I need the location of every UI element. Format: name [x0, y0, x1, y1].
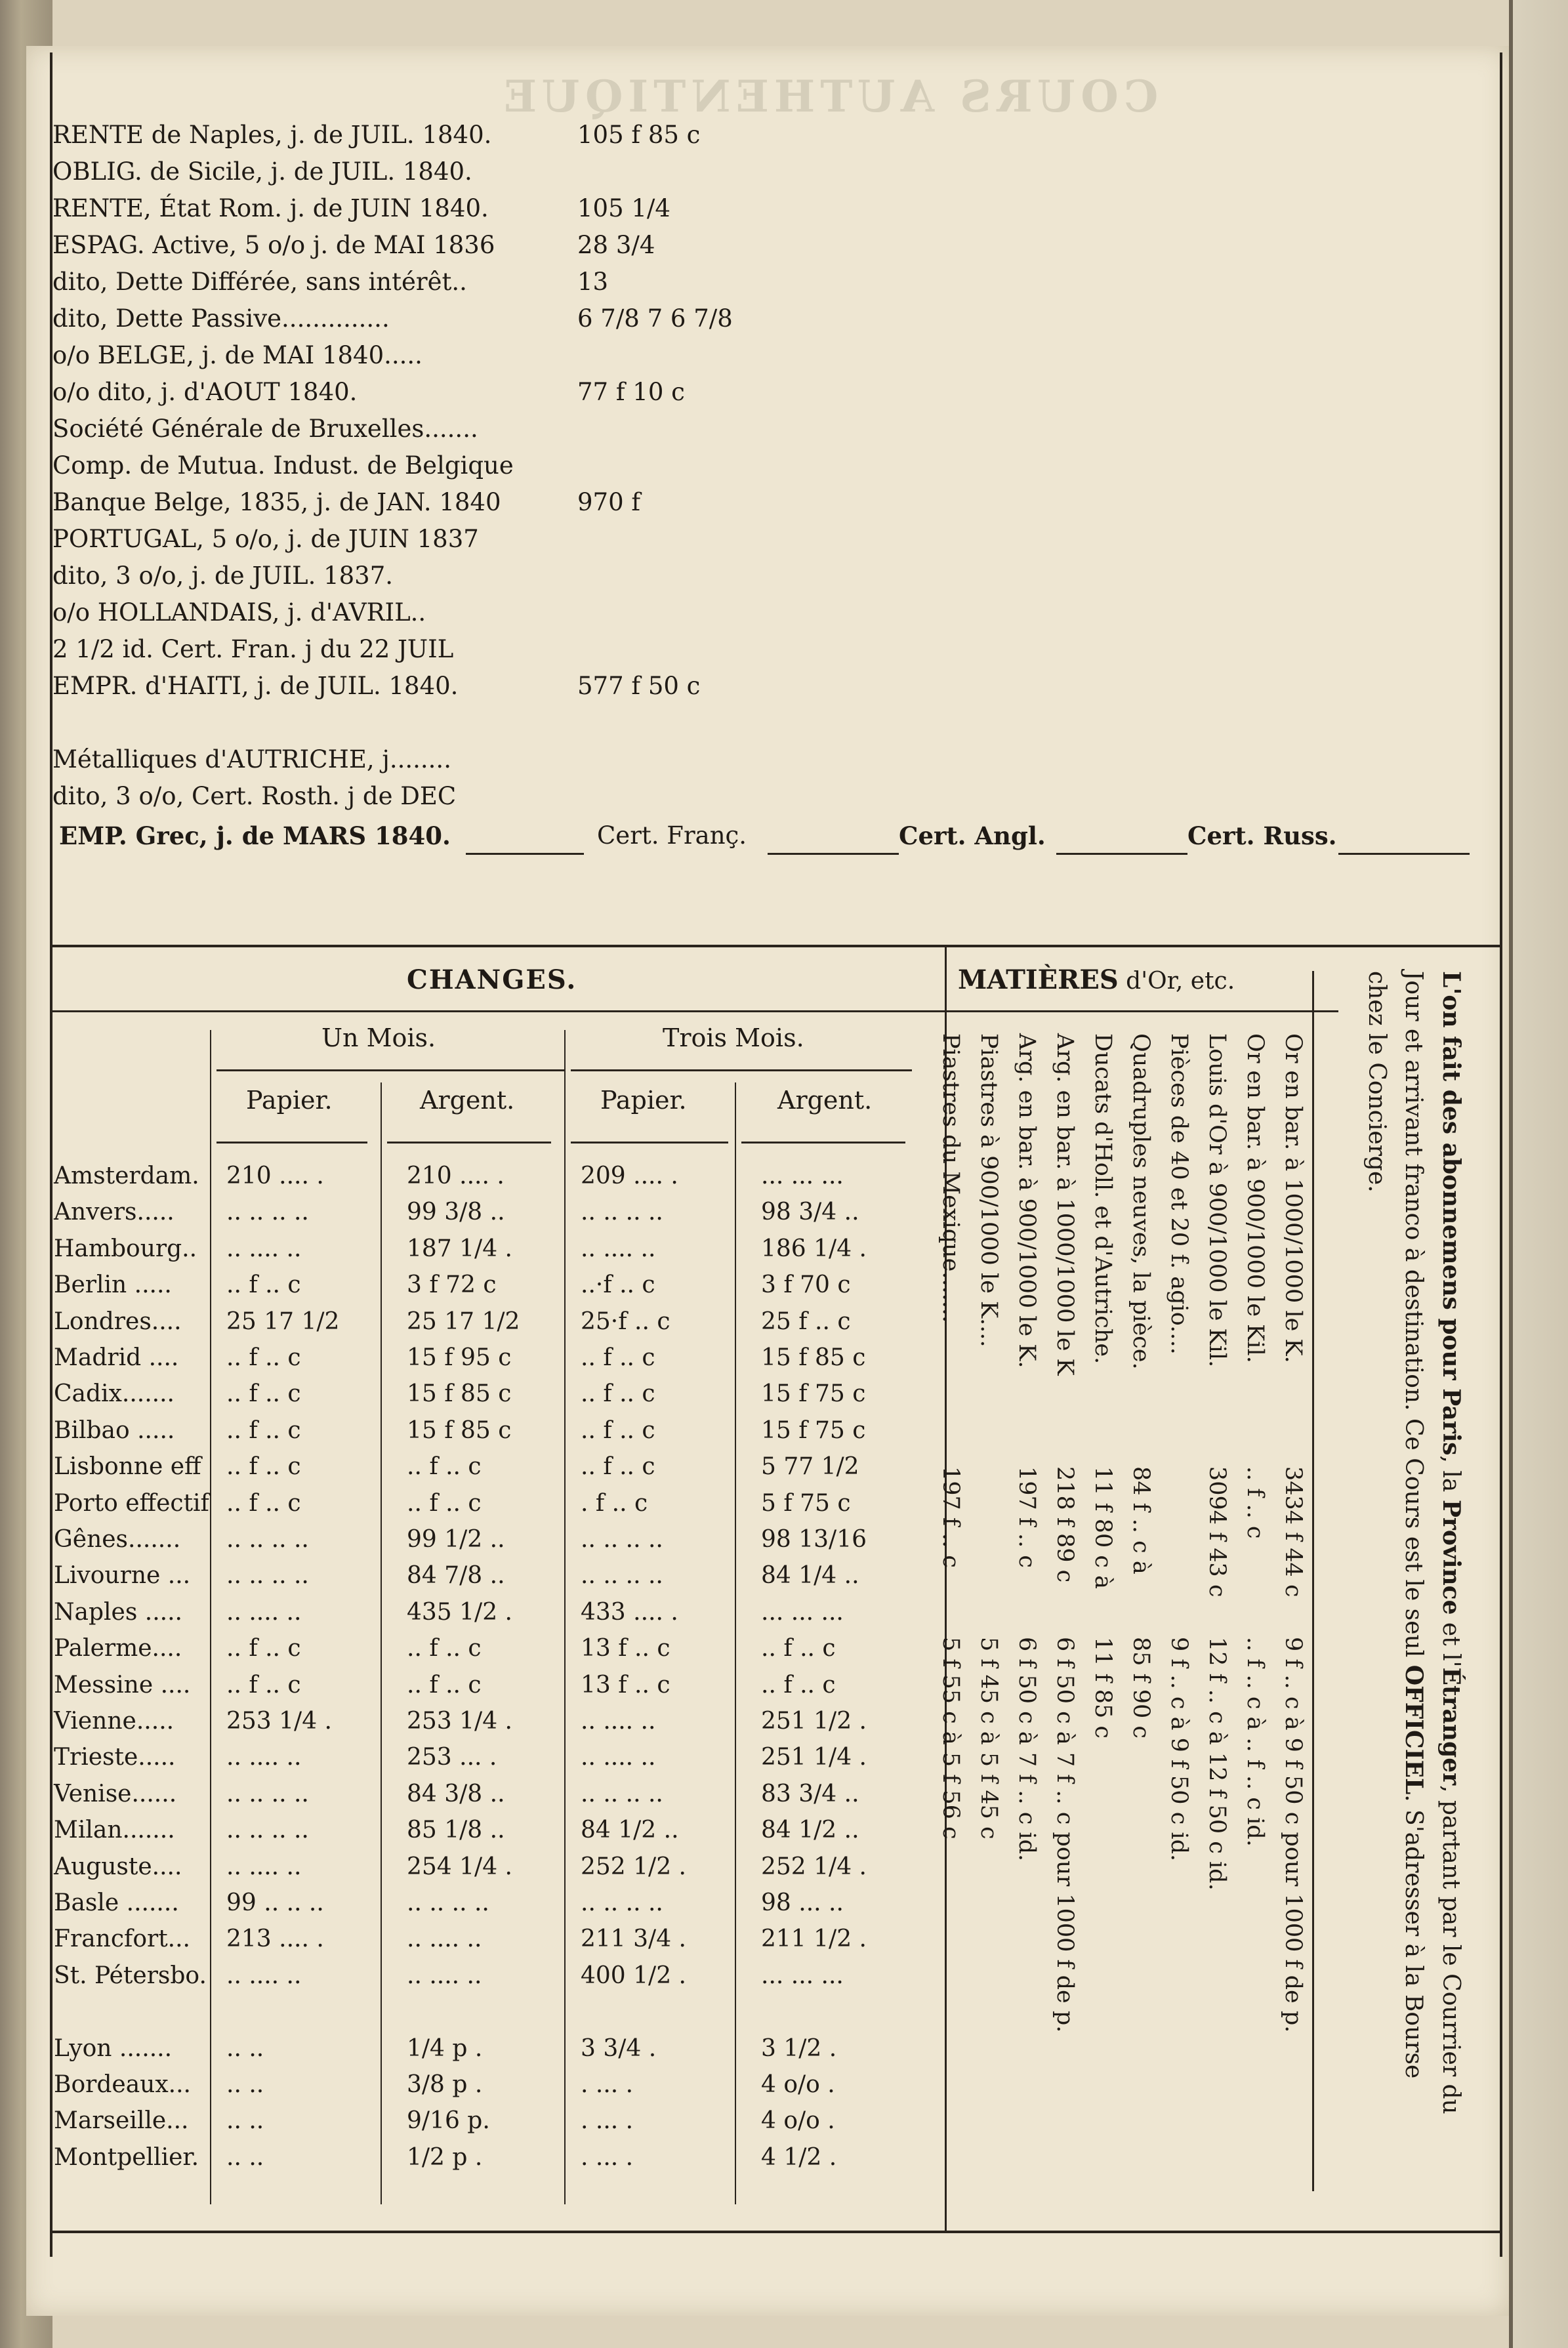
changes-rate: 99 .. .. ..	[226, 1889, 324, 1916]
changes-rate: 98 3/4 ..	[761, 1199, 859, 1226]
changes-rate: 1/4 p .	[407, 2034, 483, 2062]
notice-line-3: chez le Concierge.	[1363, 971, 1390, 1193]
changes-city: Gênes.......	[54, 1526, 181, 1553]
changes-rate: .. .... ..	[407, 1926, 482, 1953]
changes-rate: .. f .. c	[226, 1416, 301, 1444]
changes-row	[0, 2103, 932, 2139]
changes-city: Milan.......	[54, 1817, 175, 1844]
changes-row	[0, 1194, 932, 1230]
notice-divider	[1312, 971, 1314, 2191]
notice-text: Province	[1437, 1499, 1465, 1615]
notice-text: et l'	[1437, 1615, 1464, 1668]
changes-city: Londres....	[54, 1308, 182, 1335]
changes-city: Lisbonne eff	[54, 1453, 201, 1481]
un-mois-header: Un Mois.	[321, 1023, 436, 1052]
cert-blank	[768, 853, 899, 855]
changes-row	[0, 1958, 932, 1994]
changes-rate: .. .. .. ..	[581, 1562, 663, 1590]
matieres-row	[932, 1033, 970, 2188]
matieres-row	[1160, 1033, 1198, 2188]
bourse-row	[46, 190, 1489, 227]
bourse-row	[46, 558, 1489, 594]
notice-line-1	[1432, 971, 1470, 2191]
changes-rate: 210 .... .	[407, 1163, 505, 1189]
bourse-row	[46, 521, 1489, 558]
changes-row	[0, 1485, 932, 1521]
changes-rate: 99 3/8 ..	[407, 1199, 505, 1226]
bourse-label: dito, Dette Différée, sans intérêt..	[52, 268, 467, 296]
changes-rate: 252 1/4 .	[761, 1853, 867, 1880]
changes-row	[0, 2139, 932, 2175]
changes-rate: 211 3/4 .	[581, 1926, 686, 1953]
matieres-value: 11 f 85 c	[1090, 1637, 1116, 1739]
notice-text: L'on fait des abonnemens pour	[1437, 971, 1465, 1389]
matieres-value: 6 f 50 c à 7 f .. c id.	[1014, 1637, 1040, 1862]
matieres-value: 6 f 50 c à 7 f .. c pour 1000 f de p.	[1052, 1637, 1078, 2033]
changes-rule	[52, 1010, 945, 1012]
trois-mois-header: Trois Mois.	[663, 1023, 804, 1052]
changes-rate: 98 ... ..	[761, 1889, 844, 1916]
bleed-through-title: COURS AUTHENTIQUE	[499, 71, 1159, 122]
changes-city: Anvers.....	[54, 1199, 175, 1226]
changes-row	[0, 1412, 932, 1449]
matieres-title	[958, 964, 1235, 995]
changes-rate: 83 3/4 ..	[761, 1780, 859, 1807]
changes-row	[0, 1304, 932, 1340]
bourse-row	[46, 705, 1489, 741]
matieres-value: 3094 f 43 c	[1204, 1466, 1230, 1597]
changes-rate: 9/16 p.	[407, 2107, 490, 2135]
changes-rate: .. f .. c	[226, 1635, 301, 1662]
changes-rate: .. .... ..	[226, 1235, 302, 1262]
changes-rate: 253 1/4 .	[226, 1708, 332, 1735]
changes-rate: . ... .	[581, 2143, 634, 2171]
matieres-row	[1084, 1033, 1122, 2188]
changes-rate: 15 f 85 c	[761, 1344, 866, 1371]
matieres-title-bold: MATIÈRES	[958, 964, 1119, 995]
notice-text: OFFICIEL	[1400, 1664, 1428, 1795]
changes-row	[0, 1158, 932, 1194]
changes-city: Lyon .......	[54, 2034, 173, 2062]
changes-city: Livourne ...	[54, 1562, 191, 1590]
cert-blank	[466, 853, 584, 855]
matieres-value: 84 f .. c à	[1128, 1466, 1154, 1575]
bourse-value: 970 f	[577, 488, 641, 516]
changes-row	[0, 1703, 932, 1739]
changes-rate: .. f .. c	[226, 1453, 301, 1481]
changes-rate: 3 3/4 .	[581, 2034, 657, 2062]
changes-rate: ... ... ...	[761, 1962, 844, 1989]
bourse-row	[46, 117, 1489, 154]
bourse-label: Comp. de Mutua. Indust. de Belgique	[52, 451, 514, 480]
changes-city: Bilbao .....	[54, 1416, 175, 1444]
changes-rate: .. f .. c	[226, 1271, 301, 1299]
changes-city: Basle .......	[54, 1889, 179, 1916]
changes-rate: . ... .	[581, 2107, 634, 2135]
bourse-row	[46, 374, 1489, 411]
changes-rate: 15 f 75 c	[761, 1416, 866, 1444]
changes-rate: ... ... ...	[761, 1598, 844, 1626]
bourse-value: 105 f 85 c	[577, 121, 701, 149]
bourse-label: RENTE de Naples, j. de JUIL. 1840.	[52, 121, 492, 149]
bourse-row	[46, 337, 1489, 374]
changes-rate: 5 f 75 c	[761, 1489, 851, 1517]
changes-rate: 85 1/8 ..	[407, 1817, 505, 1844]
changes-rate: 84 7/8 ..	[407, 1562, 505, 1590]
bourse-row	[46, 594, 1489, 631]
changes-rate: .. f .. c	[581, 1380, 655, 1408]
changes-row	[0, 1340, 932, 1376]
bourse-label: 2 1/2 id. Cert. Fran. j du 22 JUIL	[52, 635, 454, 663]
changes-rate: 15 f 85 c	[407, 1416, 512, 1444]
bourse-label: dito, 3 o/o, j. de JUIL. 1837.	[52, 562, 394, 590]
changes-rate: 13 f .. c	[581, 1635, 671, 1662]
argent-header-1: Argent.	[420, 1086, 515, 1115]
matieres-label: Or en bar. à 1000/1000 le K.	[1280, 1033, 1306, 1363]
changes-city: Trieste.....	[54, 1744, 176, 1771]
changes-title: CHANGES.	[407, 964, 577, 995]
changes-city: Berlin .....	[54, 1271, 172, 1299]
changes-row	[0, 1994, 932, 2030]
matieres-value: 11 f 80 c à	[1090, 1466, 1116, 1589]
changes-rate: 15 f 95 c	[407, 1344, 512, 1371]
changes-rate: . ... .	[581, 2071, 634, 2098]
notice-line-2	[1395, 971, 1432, 2191]
bourse-listing	[46, 117, 1489, 815]
changes-city: Messine ....	[54, 1671, 191, 1699]
matieres-label: Piastres à 900/1000 le K....	[976, 1033, 1002, 1348]
changes-rate: .. ..	[226, 2071, 264, 2098]
changes-rate: 251 1/4 .	[761, 1744, 867, 1771]
changes-city: Cadix.......	[54, 1380, 175, 1408]
matieres-row	[1236, 1033, 1274, 2188]
changes-rate: 25 f .. c	[761, 1308, 851, 1335]
changes-row	[0, 1885, 932, 1921]
changes-rate: .. .. .. ..	[407, 1889, 489, 1916]
changes-rate: .. f .. c	[581, 1453, 655, 1481]
frame-bottom	[52, 2231, 1502, 2233]
changes-city: Vienne.....	[54, 1708, 175, 1735]
matieres-label: Arg. en bar. à 900/1000 le K.	[1014, 1033, 1040, 1369]
matieres-row	[1046, 1033, 1084, 2188]
notice-text: , la	[1437, 1455, 1464, 1500]
changes-row	[0, 1267, 932, 1303]
bourse-label: ESPAG. Active, 5 o/o j. de MAI 1836	[52, 231, 495, 259]
changes-row	[0, 1594, 932, 1630]
changes-rate: 15 f 85 c	[407, 1380, 512, 1408]
changes-rate: .. f .. c	[761, 1635, 836, 1662]
changes-rate: 13 f .. c	[581, 1671, 671, 1699]
matieres-value: 218 f 89 c	[1052, 1466, 1078, 1583]
changes-city: Montpellier.	[54, 2143, 199, 2171]
changes-rate: 435 1/2 .	[407, 1598, 512, 1626]
changes-rate: 253 ... .	[407, 1744, 497, 1771]
changes-rate: .. f .. c	[761, 1671, 836, 1699]
changes-rate: 98 13/16	[761, 1526, 867, 1553]
cert-blank	[1056, 853, 1187, 855]
bourse-value: 105 1/4	[577, 194, 671, 222]
cert-label: EMP. Grec, j. de MARS 1840.	[59, 821, 451, 850]
matieres-label: Ducats d'Holl. et d'Autriche.	[1090, 1033, 1116, 1365]
notice-text: , partant par le Courrier du	[1437, 1785, 1464, 2114]
un-mois-rule	[217, 1069, 564, 1071]
changes-rate: .. .... ..	[407, 1962, 482, 1989]
matieres-row	[1198, 1033, 1236, 2188]
changes-rate: 253 1/4 .	[407, 1708, 512, 1735]
changes-rate: .. f .. c	[407, 1635, 482, 1662]
col-rule	[571, 1142, 728, 1143]
matieres-value: 9 f .. c à 9 f 50 c id.	[1166, 1637, 1192, 1862]
changes-rate: 210 .... .	[226, 1163, 324, 1189]
changes-city: Francfort...	[54, 1926, 191, 1953]
subscription-notice	[1358, 971, 1470, 2191]
changes-rate: 251 1/2 .	[761, 1708, 867, 1735]
changes-rate: 84 3/8 ..	[407, 1780, 505, 1807]
changes-city: St. Pétersbo.	[54, 1962, 207, 1989]
changes-rate: 5 77 1/2	[761, 1453, 859, 1481]
bourse-label: o/o HOLLANDAIS, j. d'AVRIL..	[52, 598, 426, 627]
changes-city: Madrid ....	[54, 1344, 179, 1371]
matieres-value: 5 f 45 c à 5 f 45 c	[976, 1637, 1002, 1840]
adjacent-page-edge	[1509, 0, 1568, 2348]
matieres-value: 197 f .. c	[938, 1466, 964, 1568]
changes-rate: .. ..	[226, 2034, 264, 2062]
col-rule	[217, 1142, 367, 1143]
changes-city: Porto effectif	[54, 1489, 209, 1517]
changes-rate: .. f .. c	[581, 1344, 655, 1371]
matieres-label: Arg. en bar. à 1000/1000 le K	[1052, 1033, 1078, 1376]
changes-row	[0, 1667, 932, 1703]
changes-rate: 187 1/4 .	[407, 1235, 512, 1262]
changes-rate: 99 1/2 ..	[407, 1526, 505, 1553]
changes-rate: 3 f 70 c	[761, 1271, 851, 1299]
matieres-label: Quadruples neuves, la pièce.	[1128, 1033, 1154, 1370]
changes-row	[0, 1849, 932, 1885]
changes-row	[0, 2067, 932, 2103]
changes-row	[0, 1739, 932, 1775]
changes-rate: 25 17 1/2	[407, 1308, 520, 1335]
changes-rate: .. f .. c	[226, 1344, 301, 1371]
changes-rate: 3/8 p .	[407, 2071, 483, 2098]
changes-row	[0, 1921, 932, 1957]
notice-text: . S'adresser à la Bourse	[1400, 1794, 1427, 2079]
changes-row	[0, 1812, 932, 1848]
bourse-row	[46, 741, 1489, 778]
changes-rate: ... ... ...	[761, 1163, 844, 1189]
changes-row	[0, 1557, 932, 1594]
changes-city: Auguste....	[54, 1853, 182, 1880]
bourse-label: OBLIG. de Sicile, j. de JUIL. 1840.	[52, 157, 472, 186]
changes-rate: 213 .... .	[226, 1926, 324, 1953]
changes-row	[0, 1449, 932, 1485]
col-rule	[387, 1142, 551, 1143]
matieres-rule	[945, 1010, 1338, 1012]
changes-row	[0, 1630, 932, 1666]
bourse-value: 577 f 50 c	[577, 672, 701, 700]
papier-header-1: Papier.	[246, 1086, 333, 1115]
changes-row	[0, 1376, 932, 1412]
changes-rate: 84 1/2 ..	[581, 1817, 679, 1844]
changes-rate: 209 .... .	[581, 1163, 678, 1189]
bourse-label: EMPR. d'HAITI, j. de JUIL. 1840.	[52, 672, 459, 700]
changes-rate: .. .. .. ..	[226, 1562, 309, 1590]
matieres-value: 197 f .. c	[1014, 1466, 1040, 1568]
changes-rate: 186 1/4 .	[761, 1235, 867, 1262]
changes-rate: 3 f 72 c	[407, 1271, 497, 1299]
changes-rate: .. .. .. ..	[226, 1780, 309, 1807]
bourse-row	[46, 631, 1489, 668]
changes-rate: 15 f 75 c	[761, 1380, 866, 1408]
bourse-value: 13	[577, 268, 609, 296]
changes-rate: .. ..	[226, 2143, 264, 2171]
changes-row	[0, 1521, 932, 1557]
cert-blank	[1338, 853, 1470, 855]
bourse-row	[46, 668, 1489, 705]
bourse-label: dito, Dette Passive..............	[52, 304, 390, 333]
matieres-value: .. f .. c	[1242, 1466, 1268, 1539]
notice-text: Étranger	[1437, 1667, 1465, 1786]
matieres-label: Pièces de 40 et 20 f. agio....	[1166, 1033, 1192, 1355]
changes-row	[0, 2030, 932, 2067]
changes-rate: .. .. .. ..	[226, 1526, 309, 1553]
matieres-row	[1274, 1033, 1312, 2188]
changes-rate: .. f .. c	[407, 1489, 482, 1517]
changes-rate: .. .... ..	[581, 1744, 656, 1771]
changes-rate: 1/2 p .	[407, 2143, 483, 2171]
bourse-row	[46, 411, 1489, 447]
changes-rate: .. .. .. ..	[226, 1817, 309, 1844]
changes-rate: 25·f .. c	[581, 1308, 671, 1335]
matieres-value: 9 f .. c à 9 f 50 c pour 1000 f de p.	[1280, 1637, 1306, 2033]
bourse-row	[46, 778, 1489, 815]
matieres-label: Piastres du Mexique.......	[938, 1033, 964, 1323]
changes-row	[0, 1231, 932, 1267]
changes-rate: ..·f .. c	[581, 1271, 655, 1299]
papier-header-3: Papier.	[600, 1086, 687, 1115]
matieres-value: .. f .. c à .. f .. c id.	[1242, 1637, 1268, 1847]
bourse-label: Société Générale de Bruxelles.......	[52, 415, 478, 443]
changes-rate: 25 17 1/2	[226, 1308, 340, 1335]
changes-rate: .. f .. c	[407, 1453, 482, 1481]
section-divider	[52, 945, 1502, 947]
changes-rate: 433 .... .	[581, 1598, 678, 1626]
bourse-row	[46, 154, 1489, 190]
changes-rate: 3 1/2 .	[761, 2034, 837, 2062]
changes-rate: 211 1/2 .	[761, 1926, 867, 1953]
bourse-row	[46, 227, 1489, 264]
changes-rate: .. f .. c	[581, 1416, 655, 1444]
changes-rate: .. f .. c	[226, 1671, 301, 1699]
matieres-rows	[932, 1033, 1312, 2188]
bourse-row	[46, 447, 1489, 484]
matieres-value: 12 f .. c à 12 f 50 c id.	[1204, 1637, 1230, 1891]
bourse-row	[46, 300, 1489, 337]
bourse-row	[46, 484, 1489, 521]
changes-rate: .. .. .. ..	[581, 1889, 663, 1916]
changes-rate: .. .. .. ..	[581, 1199, 663, 1226]
matieres-label: Or en bar. à 900/1000 le Kil.	[1242, 1033, 1268, 1363]
bourse-label: PORTUGAL, 5 o/o, j. de JUIN 1837	[52, 525, 479, 553]
changes-rate: .. .. .. ..	[581, 1526, 663, 1553]
cert-russ: Cert. Russ.	[1187, 821, 1337, 850]
matieres-row	[1008, 1033, 1046, 2188]
matieres-title-rest: d'Or, etc.	[1126, 968, 1235, 995]
changes-rate: 4 1/2 .	[761, 2143, 837, 2171]
changes-rate: .. ..	[226, 2107, 264, 2135]
changes-rate: .. .... ..	[581, 1708, 656, 1735]
changes-city: Hambourg..	[54, 1235, 197, 1262]
bourse-label: Banque Belge, 1835, j. de JAN. 1840	[52, 488, 501, 516]
changes-city: Naples .....	[54, 1598, 182, 1626]
changes-rate: .. .. .. ..	[581, 1780, 663, 1807]
changes-rate: .. .... ..	[226, 1598, 302, 1626]
bourse-label: o/o dito, j. d'AOUT 1840.	[52, 378, 358, 406]
matieres-row	[970, 1033, 1008, 2188]
changes-rate: 4 o/o .	[761, 2107, 835, 2135]
bourse-label: RENTE, État Rom. j. de JUIN 1840.	[52, 194, 489, 222]
bourse-value: 77 f 10 c	[577, 378, 685, 406]
argent-header-3: Argent.	[777, 1086, 873, 1115]
changes-city: Marseille...	[54, 2107, 189, 2135]
changes-rate: .. f .. c	[226, 1489, 301, 1517]
changes-city: Amsterdam.	[54, 1163, 199, 1189]
col-rule	[741, 1142, 905, 1143]
changes-city: Palerme....	[54, 1635, 182, 1662]
changes-rate: .. .. .. ..	[226, 1199, 309, 1226]
changes-rate: 84 1/4 ..	[761, 1562, 859, 1590]
frame-right	[1500, 52, 1502, 2257]
cert-franc: Cert. Franç.	[597, 821, 747, 850]
matieres-row	[1122, 1033, 1160, 2188]
changes-rate: .. .... ..	[226, 1744, 302, 1771]
changes-rate: .. .... ..	[581, 1235, 656, 1262]
changes-rate: 4 o/o .	[761, 2071, 835, 2098]
notice-text: Jour et arrivant franco à destination. Ce Cours est le seul	[1400, 971, 1427, 1665]
bourse-value: 6 7/8 7 6 7/8	[577, 304, 733, 333]
changes-rate: .. f .. c	[407, 1671, 482, 1699]
cert-angl: Cert. Angl.	[899, 821, 1046, 850]
matieres-value: 3434 f 44 c	[1280, 1466, 1306, 1597]
changes-rate: 252 1/2 .	[581, 1853, 686, 1880]
bourse-label: dito, 3 o/o, Cert. Rosth. j de DEC	[52, 782, 457, 810]
changes-rate: .. .... ..	[226, 1853, 302, 1880]
trois-mois-rule	[571, 1069, 912, 1071]
matieres-value: 85 f 90 c	[1128, 1637, 1154, 1739]
matieres-label: Louis d'Or à 900/1000 le Kil.	[1204, 1033, 1230, 1368]
changes-rate: . f .. c	[581, 1489, 648, 1517]
changes-rate: 400 1/2 .	[581, 1962, 686, 1989]
changes-city: Bordeaux...	[54, 2071, 191, 2098]
changes-rate: 84 1/2 ..	[761, 1817, 859, 1844]
changes-city: Venise......	[54, 1780, 177, 1807]
bourse-label: o/o BELGE, j. de MAI 1840.....	[52, 341, 423, 369]
bourse-row	[46, 264, 1489, 300]
changes-rate: .. .... ..	[226, 1962, 302, 1989]
notice-text: Paris	[1437, 1388, 1465, 1456]
matieres-value: 5 f 55 c à 5 f 56 c	[938, 1637, 964, 1840]
changes-rate: .. f .. c	[226, 1380, 301, 1408]
changes-row	[0, 1776, 932, 1812]
bourse-value: 28 3/4	[577, 231, 655, 259]
changes-rate: 254 1/4 .	[407, 1853, 512, 1880]
bourse-label: Métalliques d'AUTRICHE, j........	[52, 745, 451, 773]
